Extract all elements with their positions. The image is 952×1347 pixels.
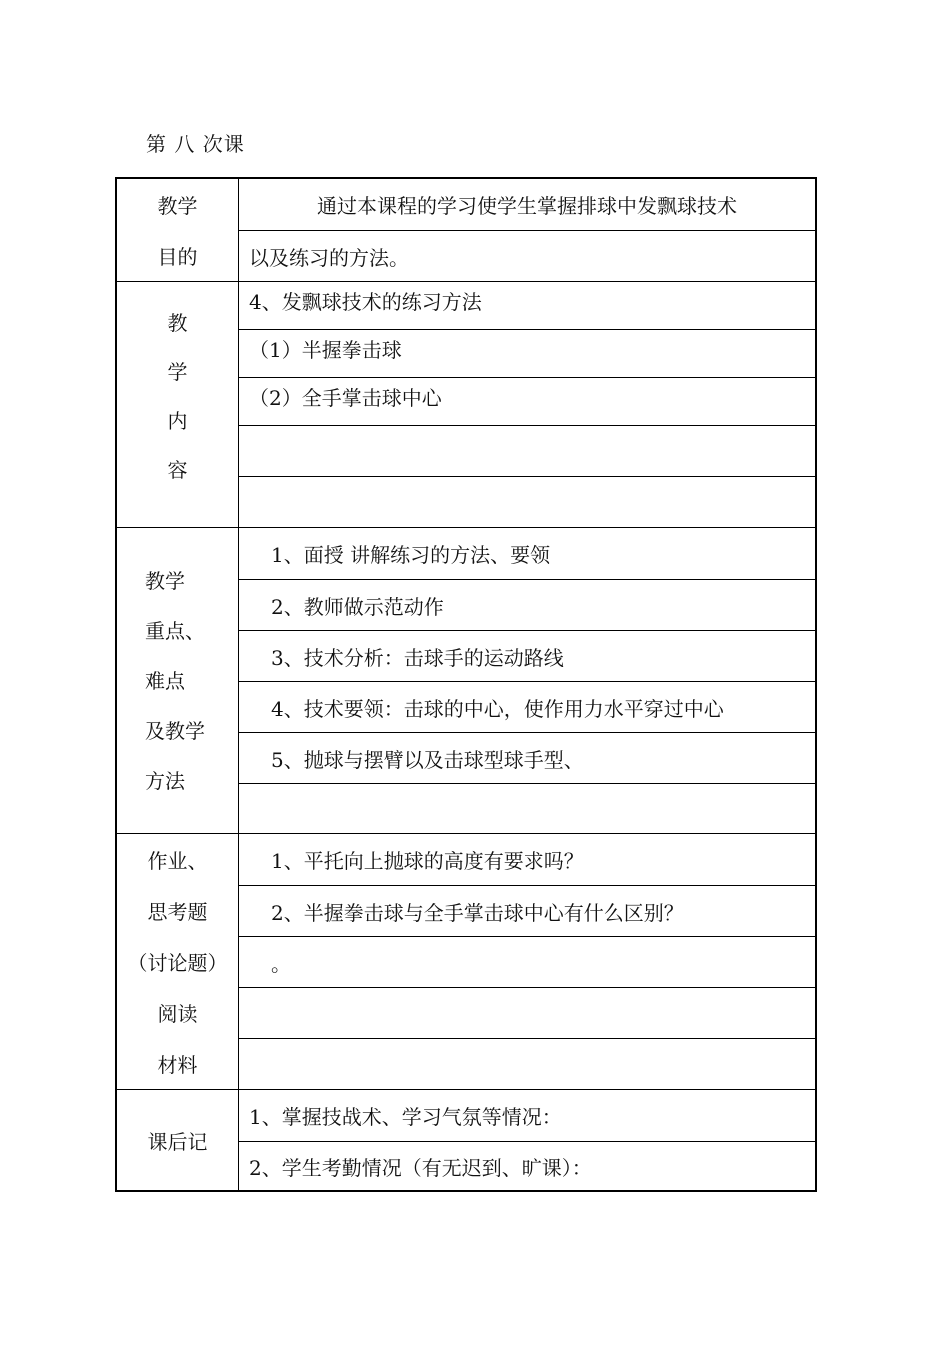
table-row: 5、抛球与摆臂以及击球型球手型、 (239, 732, 815, 783)
table-row: 3、技术分析：击球手的运动路线 (239, 630, 815, 681)
section-label-after-class (117, 1090, 239, 1190)
section-content (117, 281, 815, 527)
label-line: （讨论题） (127, 951, 228, 975)
table-row: （2）全手掌击球中心 (239, 377, 815, 425)
label-line: 难点 (145, 669, 185, 693)
table-row (239, 783, 815, 833)
lesson-plan-table (115, 177, 817, 1192)
table-row (239, 425, 815, 476)
table-row: 1、面授 讲解练习的方法、要领 (271, 543, 551, 567)
label-line: 教学 (145, 569, 185, 593)
table-row (239, 476, 815, 527)
label-line: 教学 (157, 194, 198, 218)
label-line: 思考题 (147, 900, 208, 924)
table-row: 4、技术要领：击球的中心，使作用力水平穿过中心 (239, 681, 815, 732)
table-row: 2、学生考勤情况（有无迟到、旷课）： (239, 1141, 815, 1190)
label-line: 及教学 (145, 719, 205, 743)
table-row: 4、发飘球技术的练习方法 (249, 290, 482, 314)
label-line: 作业、 (147, 849, 208, 873)
table-row: 。 (239, 936, 815, 987)
page-title: 第 八 次课 (146, 132, 245, 156)
section-key-points (117, 527, 815, 833)
section-label-content (117, 282, 239, 527)
label-line: 重点、 (145, 619, 205, 643)
table-row: 2、半握拳击球与全手掌击球中心有什么区别？ (239, 885, 815, 936)
label-line: 课后记 (147, 1129, 208, 1154)
table-row: 以及练习的方法。 (239, 230, 815, 281)
label-line: 教 (167, 310, 188, 335)
table-row (239, 987, 815, 1038)
label-line: 材料 (157, 1053, 198, 1077)
label-line: 学 (167, 359, 188, 384)
label-line: 方法 (145, 769, 185, 793)
section-objective (117, 179, 815, 281)
table-row: 1、掌握技战术、学习气氛等情况： (249, 1105, 562, 1129)
section-label-objective (117, 179, 239, 281)
label-line: 目的 (157, 245, 198, 269)
table-row: 1、平托向上抛球的高度有要求吗？ (271, 849, 584, 873)
table-row: 通过本课程的学习使学生掌握排球中发飘球技术 (317, 194, 737, 218)
label-line: 内 (167, 408, 188, 433)
table-row (239, 1038, 815, 1089)
label-line: 阅读 (157, 1002, 198, 1026)
table-row: 2、教师做示范动作 (239, 579, 815, 630)
section-homework (117, 833, 815, 1089)
section-label-key-points (117, 528, 239, 833)
section-label-homework (117, 834, 239, 1089)
section-after-class (117, 1089, 815, 1190)
table-row: （1）半握拳击球 (239, 329, 815, 377)
label-line: 容 (167, 457, 188, 482)
